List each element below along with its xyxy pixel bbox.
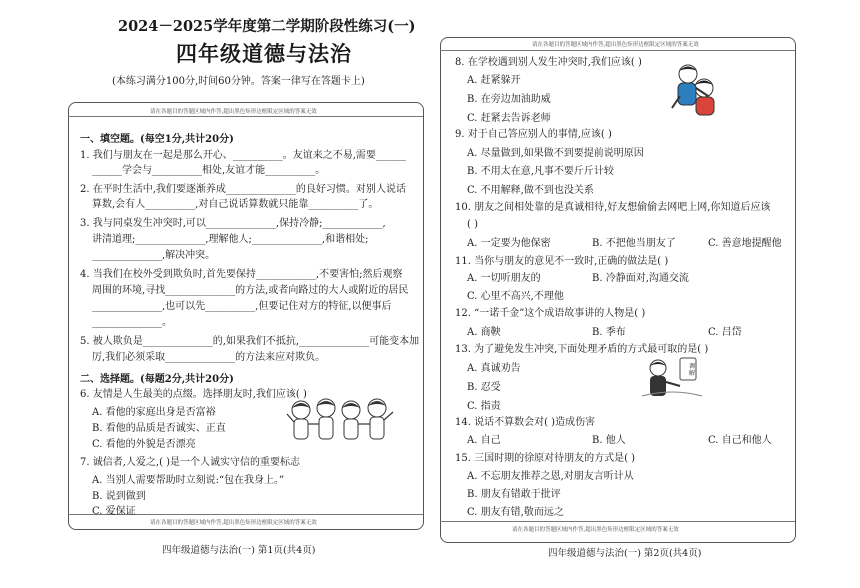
divider [440, 50, 795, 51]
question-13: 13. 为了避免发生冲突,下面处理矛盾的方式最可取的是( ) [455, 344, 709, 355]
box-notice-top: 请在各题目的答题区域内作答,超出黑色矩形边框限定区域的答案无效 [532, 42, 699, 48]
box-notice-top: 请在各题目的答题区域内作答,超出黑色矩形边框限定区域的答案无效 [150, 109, 317, 115]
question-10: 10. 朋友之间相处靠的是真诚相待,好友想偷偷去网吧上网,你知道后应该 [455, 202, 771, 213]
question-8: 8. 在学校遇到别人发生冲突时,我们应该( ) [455, 57, 642, 68]
option: C. 爱保证 [92, 506, 136, 517]
question-line: ______________,解决冲突。 [92, 250, 216, 261]
option: B. 朋友有错敢于批评 [467, 489, 561, 500]
question-line: 周围的环境,寻找______________的方法,或者向路过的大人或附近的居民 [92, 285, 409, 296]
option: B. 在旁边加油助威 [467, 94, 551, 105]
option: C. 善意地提醒他 [708, 238, 782, 249]
option: B. 不把他当朋友了 [592, 238, 676, 249]
page-footer: 四年级道德与法治(一) 第2页(共4页) [548, 548, 702, 559]
option: A. 看他的家庭出身是否富裕 [92, 407, 216, 418]
option: A. 不忘朋友推荐之恩,对朋友言听计从 [467, 471, 634, 482]
question-line: 3. 我与同桌发生冲突时,可以______________,保持冷静;____________, [80, 218, 386, 229]
option: B. 冷静面对,沟通交流 [592, 273, 689, 284]
option: A. 尽量做到,如果做不到要提前说明原因 [467, 148, 644, 159]
question-12: 12. “一诺千金”这个成语故事讲的人物是( ) [455, 308, 646, 319]
section-heading-fill-blank: 一、填空题。(每空1分,共计20分) [80, 134, 234, 145]
option: B. 看他的品质是否诚实、正直 [92, 423, 226, 434]
exam-year-title: 2024－2025学年度第二学期阶段性练习(一) [118, 18, 416, 35]
question-line: 厉,我们必须采取______________的方法来应对欺负。 [92, 352, 326, 363]
question-15: 15. 三国时期的徐原对待朋友的方式是( ) [455, 453, 636, 464]
option: C. 不用解释,做不到也没关系 [467, 185, 594, 196]
option: A. 一定要为他保密 [467, 238, 551, 249]
option: C. 自己和他人 [708, 435, 772, 446]
divider [440, 521, 795, 522]
option: A. 赶紧躲开 [467, 75, 521, 86]
option: B. 他人 [592, 435, 626, 446]
question-line: 4. 当我们在校外受到欺负时,首先要保持____________,不要害怕;然后观察 [80, 269, 403, 280]
children-fighting-illustration [668, 62, 724, 118]
question-14: 14. 说话不算数会对( )造成伤害 [455, 417, 596, 428]
option: B. 季布 [592, 327, 626, 338]
page-footer: 四年级道德与法治(一) 第1页(共4页) [162, 545, 316, 556]
question-9: 9. 对于自己答应别人的事情,应该( ) [455, 129, 612, 140]
option: C. 心里不高兴,不理他 [467, 291, 564, 302]
divider [68, 116, 423, 117]
option: A. 自己 [467, 435, 501, 446]
exam-notice: (本练习满分100分,时间60分钟。答案一律写在答题卡上) [112, 76, 365, 87]
subject-title: 四年级道德与法治 [176, 41, 352, 66]
children-friends-illustration [285, 396, 405, 448]
option: B. 不用太在意,凡事不要斤斤计较 [467, 166, 614, 177]
question-line: 1. 我们与朋友在一起是那么开心、__________。友谊来之不易,需要______ [80, 150, 406, 161]
option: C. 吕岱 [708, 327, 742, 338]
question-10-blank: ( ) [467, 219, 478, 230]
question-6: 6. 友情是人生最美的点缀。选择朋友时,我们应该( ) [80, 389, 307, 400]
question-7: 7. 诚信者,人爱之,( )是一个人诚实守信的重要标志 [80, 457, 301, 468]
option: B. 说到做到 [92, 491, 146, 502]
option: C. 朋友有错,敬而远之 [467, 507, 564, 518]
question-line: ______学会与__________相处,友谊才能__________。 [92, 165, 326, 176]
question-line: ______________,也可以先__________,但要记住对方的特征,以便事后 [92, 301, 392, 312]
question-line: 2. 在平时生活中,我们要逐渐养成______________的良好习惯。对别人说话 [80, 184, 406, 195]
question-line: 算数,会有人__________,对自己说话算数就只能靠__________了。 [92, 199, 379, 210]
section-heading-choice: 二、选择题。(每题2分,共计20分) [80, 374, 234, 385]
box-notice-bottom: 请在各题目的答题区域内作答,超出黑色矩形边框限定区域的答案无效 [150, 520, 317, 526]
option: C. 赶紧去告诉老师 [467, 113, 551, 124]
option: A. 商鞅 [467, 327, 501, 338]
option: A. 真诚劝告 [467, 363, 521, 374]
option: A. 当别人需要帮助时立刻说:“包在我身上。” [92, 475, 285, 486]
mediation-badge: 调解 [689, 363, 696, 377]
question-11: 11. 当你与朋友的意见不一致时,正确的做法是( ) [455, 256, 669, 267]
option: C. 指责 [467, 401, 501, 412]
option: A. 一切听朋友的 [467, 273, 541, 284]
question-line: 5. 被人欺负是______________的,如果我们不抵抗,______________可能变本加 [80, 336, 420, 347]
question-line: ______________。 [92, 317, 172, 328]
box-notice-bottom: 请在各题目的答题区域内作答,超出黑色矩形边框限定区域的答案无效 [512, 527, 679, 533]
option: B. 忍受 [467, 382, 501, 393]
option: C. 看他的外貌是否漂亮 [92, 439, 196, 450]
question-line: 讲清道理;______________,理解他人;______________,和谐相处; [92, 234, 369, 245]
